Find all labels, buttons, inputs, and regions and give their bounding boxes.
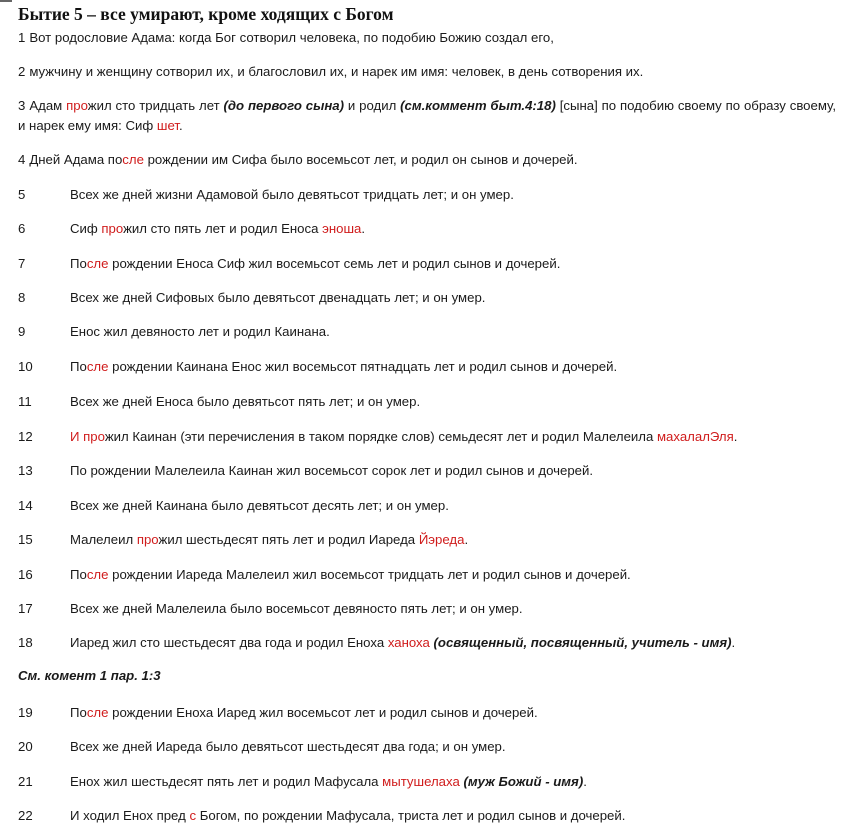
highlighted-word: сле [86, 567, 109, 582]
verse-number: 18 [18, 635, 33, 650]
highlighted-word: шет [156, 118, 179, 133]
verse-1 [18, 28, 554, 48]
verse-number: 15 [18, 532, 33, 547]
highlighted-word: сле [86, 359, 109, 374]
verse-21 [18, 772, 587, 792]
comment-text: (до первого сына) [223, 98, 345, 113]
highlighted-word: мытушелаха [382, 774, 460, 789]
highlighted-word: про [101, 221, 124, 236]
verse-text: Всех же дней жизни Адамовой было девятьсот тридцать лет; и он умер. [70, 187, 514, 202]
verse-number: 16 [18, 567, 33, 582]
verse-number: 2 [18, 64, 26, 79]
verse-18 [18, 633, 735, 653]
verse-number: 6 [18, 221, 26, 236]
verse-3 [18, 96, 836, 136]
verse-13 [18, 461, 593, 481]
verse-text: Всех же дней Каинана было девятьсот десять лет; и он умер. [70, 498, 449, 513]
verse-6 [18, 219, 365, 239]
verse-text: Енох жил шестьдесят пять лет и родил Мафусала [70, 774, 383, 789]
verse-text: Всех же дней Иареда было девятьсот шестьдесят два года; и он умер. [70, 739, 506, 754]
verse-text: жил сто пять лет и родил Еноса [123, 221, 323, 236]
verse-number: 11 [18, 394, 32, 409]
verse-number: 21 [18, 774, 33, 789]
verse-text: . [733, 429, 738, 444]
verse-5 [18, 185, 514, 205]
verse-text: Всех же дней Малелеила было восемьсот девяносто пять лет; и он умер. [70, 601, 523, 616]
verse-16 [18, 565, 631, 585]
verse-22 [18, 806, 625, 826]
verse-text: рождении Иареда Малелеил жил восемьсот тридцать лет и родил сынов и дочерей. [108, 567, 631, 582]
highlighted-word: Йэреда [418, 532, 465, 547]
verse-text: По [70, 567, 87, 582]
verse-text: Иаред жил сто шестьдесят два года и родил Еноха [70, 635, 388, 650]
verse-text: Адам [29, 98, 67, 113]
verse-9 [18, 322, 330, 342]
verse-number: 17 [18, 601, 33, 616]
verse-number: 22 [18, 808, 33, 823]
verse-20 [18, 737, 506, 757]
verse-text: По [70, 705, 87, 720]
verse-text: . [731, 635, 736, 650]
verse-text: Дней Адама по [29, 152, 123, 167]
verse-17 [18, 599, 523, 619]
verse-15 [18, 530, 468, 550]
highlighted-word: эноша [322, 221, 362, 236]
verse-text: По [70, 256, 87, 271]
highlighted-word: про [83, 429, 105, 444]
verse-text: . [178, 118, 183, 133]
verse-number: 5 [18, 187, 26, 202]
verse-8 [18, 288, 485, 308]
verse-text: [сына] по подобию своему по образу своему, и нарек ему имя: Сиф [18, 98, 836, 133]
verse-text: . [464, 532, 469, 547]
verse-text: . [361, 221, 366, 236]
verse-text: . [583, 774, 587, 789]
verse-number: 19 [18, 705, 33, 720]
verse-text: По [70, 359, 87, 374]
verse-text: мужчину и женщину сотворил их, и благословил их, и нарек им имя: человек, в день сотворения их. [29, 64, 644, 79]
verse-text: Сиф [70, 221, 102, 236]
page-title: Бытие 5 – все умирают, кроме ходящих с Богом [18, 4, 394, 24]
verse-number: 12 [18, 429, 33, 444]
verse-10 [18, 357, 617, 377]
verse-12 [18, 427, 737, 447]
verse-number: 20 [18, 739, 33, 754]
verse-7 [18, 254, 560, 274]
highlighted-word: про [66, 98, 88, 113]
verse-text: рождении Еноха Иаред жил восемьсот лет и родил сынов и дочерей. [108, 705, 538, 720]
verse-number: 14 [18, 498, 33, 513]
verse-number: 10 [18, 359, 33, 374]
verse-number: 1 [18, 30, 26, 45]
verse-text: рождении им Сифа было восемьсот лет, и родил он сынов и дочерей. [143, 152, 578, 167]
verse-text: жил Каинан (эти перечисления в таком порядке слов) семьдесят лет и родил Малелеила [104, 429, 657, 444]
verse-4 [18, 150, 578, 170]
verse-text: Всех же дней Еноса было девятьсот пять лет; и он умер. [70, 394, 421, 409]
verse-number: 13 [18, 463, 33, 478]
verse-text: Вот родословие Адама: когда Бог сотворил человека, по подобию Божию создал его, [29, 30, 554, 45]
comment-text: (см.коммент быт.4:18) [400, 98, 556, 113]
verse-2 [18, 62, 643, 82]
verse-text: жил сто тридцать лет [87, 98, 224, 113]
verse-text: Малелеил [70, 532, 137, 547]
highlighted-word: ханоха [387, 635, 430, 650]
verse-number: 4 [18, 152, 26, 167]
verse-text: и родил [344, 98, 401, 113]
top-edge-mark [0, 0, 12, 2]
verse-number: 3 [18, 98, 26, 113]
verse-14 [18, 496, 449, 516]
highlighted-word: махалалЭля [656, 429, 734, 444]
highlighted-word: сле [122, 152, 144, 167]
highlighted-word: с [189, 808, 197, 823]
verse-text: рождении Еноса Сиф жил восемьсот семь лет и родил сынов и дочерей. [108, 256, 561, 271]
verse-text: Енос жил девяносто лет и родил Каинана. [70, 324, 330, 339]
verse-text: Богом, по рождении Мафусала, триста лет и родил сынов и дочерей. [196, 808, 626, 823]
highlighted-word: сле [86, 256, 109, 271]
verse-number: 7 [18, 256, 26, 271]
verse-19 [18, 703, 538, 723]
verse-text: И ходил Енох пред [70, 808, 190, 823]
comment-text: (муж Божий - имя) [463, 774, 584, 789]
verse-number: 8 [18, 290, 26, 305]
verse-number: 9 [18, 324, 26, 339]
verse-11 [18, 392, 420, 412]
comment-note: См. комент 1 пар. 1:3 [18, 668, 161, 683]
verse-text: жил шестьдесят пять лет и родил Иареда [158, 532, 419, 547]
comment-text: (освященный, посвященный, учитель - имя) [433, 635, 732, 650]
verse-text: Всех же дней Сифовых было девятьсот двенадцать лет; и он умер. [70, 290, 486, 305]
verse-text: рождении Каинана Енос жил восемьсот пятнадцать лет и родил сынов и дочерей. [108, 359, 618, 374]
highlighted-word: про [136, 532, 159, 547]
verse-text: По рождении Малелеила Каинан жил восемьсот сорок лет и родил сынов и дочерей. [70, 463, 594, 478]
highlighted-word: сле [86, 705, 109, 720]
highlighted-word: И [70, 429, 84, 444]
